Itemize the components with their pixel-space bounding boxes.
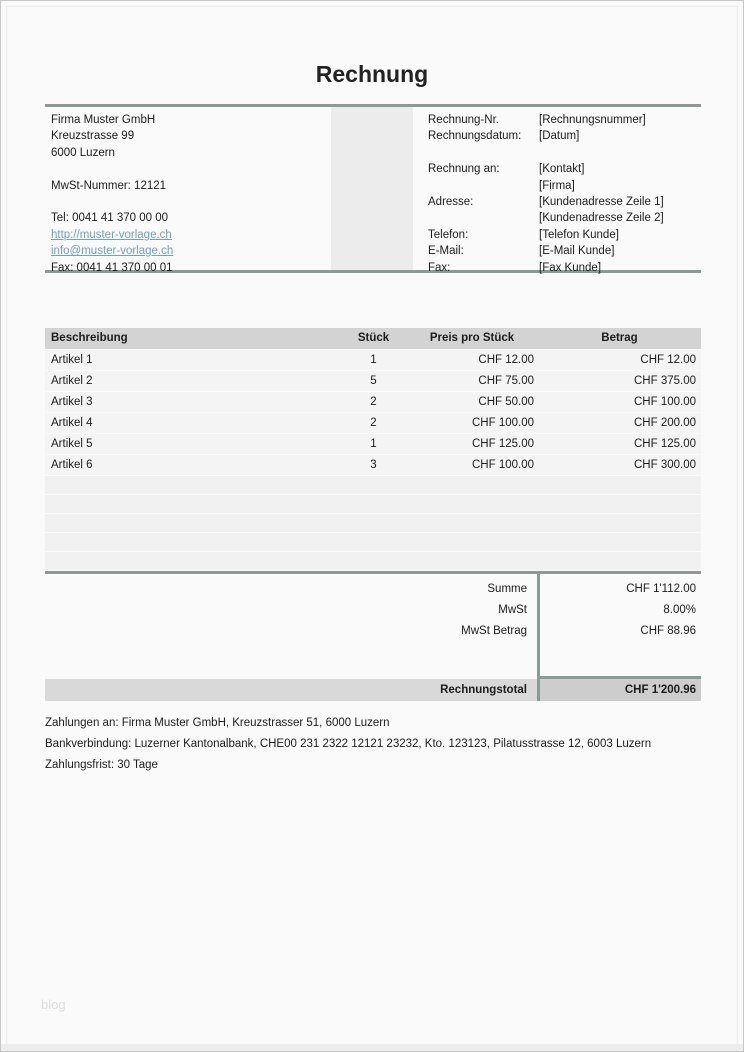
table-row	[45, 413, 701, 433]
items-table	[45, 328, 701, 571]
table-cell: 5	[370, 375, 377, 387]
footer-line: Zahlungen an: Firma Muster GmbH, Kreuzstrasser 51, 6000 Luzern	[45, 717, 390, 729]
summary-value: 8.00%	[663, 604, 696, 616]
table-cell: 3	[370, 459, 377, 471]
table-cell: CHF 100.00	[471, 459, 534, 471]
watermark-text: blog	[41, 997, 66, 1012]
summary-value: CHF 1'112.00	[626, 583, 696, 595]
meta-label: Rechnung an:	[428, 163, 500, 176]
header-block	[45, 104, 701, 273]
meta-value: [Firma]	[539, 179, 575, 192]
meta-row	[428, 243, 698, 259]
meta-value: [Rechnungsnummer]	[539, 114, 646, 126]
meta-value: [Kontakt]	[539, 163, 585, 176]
table-cell: 2	[370, 396, 377, 408]
meta-value: [Kundenadresse Zeile 2]	[539, 212, 664, 225]
footer-line: Zahlungsfrist: 30 Tage	[45, 759, 158, 771]
table-cell: CHF 100.00	[633, 396, 696, 408]
total-label-bar: Rechnungstotal	[45, 679, 537, 701]
meta-row	[428, 210, 698, 226]
meta-label: Fax:	[428, 261, 451, 274]
table-cell: Artikel 6	[51, 459, 93, 471]
meta-value: [E-Mail Kunde]	[539, 245, 615, 258]
sender-vat-number: MwSt-Nummer: 12121	[51, 179, 167, 192]
table-cell: CHF 50.00	[478, 396, 534, 408]
meta-row	[428, 227, 698, 243]
summary-label: Summe	[487, 583, 527, 595]
table-row	[45, 434, 701, 454]
table-row	[45, 371, 701, 391]
sender-city: 6000 Luzern	[51, 146, 115, 159]
meta-row	[428, 260, 698, 276]
footer-line: Bankverbindung: Luzerner Kantonalbank, CHE00 231 2322 12121 23232, Kto. 123123, Pilatusstrasse 12, 6003 Luzern	[45, 738, 652, 750]
summary-block	[45, 579, 701, 642]
meta-value: [Fax Kunde]	[539, 261, 602, 274]
table-row-empty	[45, 495, 701, 513]
sender-address-block	[51, 112, 173, 276]
column-header-stueck: Stück	[357, 332, 390, 344]
meta-value: [Telefon Kunde]	[539, 228, 619, 241]
meta-row	[428, 145, 698, 161]
table-bottom-rule	[45, 571, 701, 574]
column-header-preis-pro-stueck: Preis pro Stück	[429, 332, 515, 344]
table-row	[45, 392, 701, 412]
page-bottom-strip	[1, 1044, 743, 1051]
meta-row	[428, 178, 698, 194]
meta-row	[428, 161, 698, 177]
summary-value: CHF 88.96	[640, 625, 696, 637]
page-title: Rechnung	[315, 61, 429, 87]
items-table-header-row	[45, 328, 701, 349]
total-value-cell: CHF 1'200.96	[540, 676, 701, 701]
table-cell: CHF 12.00	[478, 354, 534, 366]
sender-email-line	[51, 243, 173, 259]
column-header-betrag: Betrag	[601, 332, 638, 344]
meta-label: Rechnung-Nr.	[428, 114, 499, 126]
table-row	[45, 350, 701, 370]
sender-blank-line	[51, 161, 173, 177]
table-cell: Artikel 4	[51, 417, 93, 429]
summary-label: MwSt Betrag	[461, 625, 527, 637]
table-row-empty	[45, 514, 701, 532]
sender-tel: Tel: 0041 41 370 00 00	[51, 212, 169, 225]
summary-row	[45, 579, 701, 600]
items-table-body	[45, 350, 701, 570]
sender-street: Kreuzstrasse 99	[51, 130, 135, 143]
meta-row	[428, 112, 698, 128]
summary-row	[45, 621, 701, 642]
table-cell: Artikel 2	[51, 375, 93, 387]
summary-row	[45, 600, 701, 621]
table-row-empty	[45, 476, 701, 494]
table-cell: Artikel 1	[51, 354, 93, 366]
sender-name: Firma Muster GmbH	[51, 114, 156, 126]
meta-label: Rechnungsdatum:	[428, 130, 522, 143]
table-cell: 1	[370, 354, 377, 366]
table-cell: CHF 200.00	[633, 417, 696, 429]
table-cell: CHF 125.00	[471, 438, 534, 450]
sender-website-line	[51, 227, 173, 243]
sender-blank-line	[51, 194, 173, 210]
meta-row	[428, 128, 698, 144]
invoice-meta-block	[428, 112, 698, 276]
table-row-empty	[45, 533, 701, 551]
table-cell: CHF 75.00	[478, 375, 534, 387]
table-cell: CHF 100.00	[471, 417, 534, 429]
table-row-empty	[45, 552, 701, 570]
summary-label: MwSt	[498, 604, 527, 616]
sender-email-link[interactable]: info@muster-vorlage.ch	[51, 245, 174, 258]
sender-fax: Fax: 0041 41 370 00 01	[51, 261, 173, 274]
meta-row	[428, 194, 698, 210]
table-cell: Artikel 3	[51, 396, 93, 408]
meta-value: [Kundenadresse Zeile 1]	[539, 195, 664, 208]
sender-website-link[interactable]: http://muster-vorlage.ch	[51, 228, 172, 241]
column-header-beschreibung: Beschreibung	[51, 332, 128, 344]
table-cell: 2	[370, 417, 377, 429]
header-divider-band	[331, 107, 413, 270]
table-cell: 1	[370, 438, 377, 450]
table-cell: CHF 300.00	[633, 459, 696, 471]
meta-label: Telefon:	[428, 228, 469, 241]
table-cell: CHF 125.00	[633, 438, 696, 450]
meta-label: Adresse:	[428, 195, 474, 208]
meta-value: [Datum]	[539, 130, 580, 143]
table-cell: CHF 375.00	[633, 375, 696, 387]
table-row	[45, 455, 701, 475]
table-cell: CHF 12.00	[640, 354, 696, 366]
footer-block	[45, 713, 651, 776]
table-cell: Artikel 5	[51, 438, 93, 450]
meta-label: E-Mail:	[428, 245, 464, 258]
